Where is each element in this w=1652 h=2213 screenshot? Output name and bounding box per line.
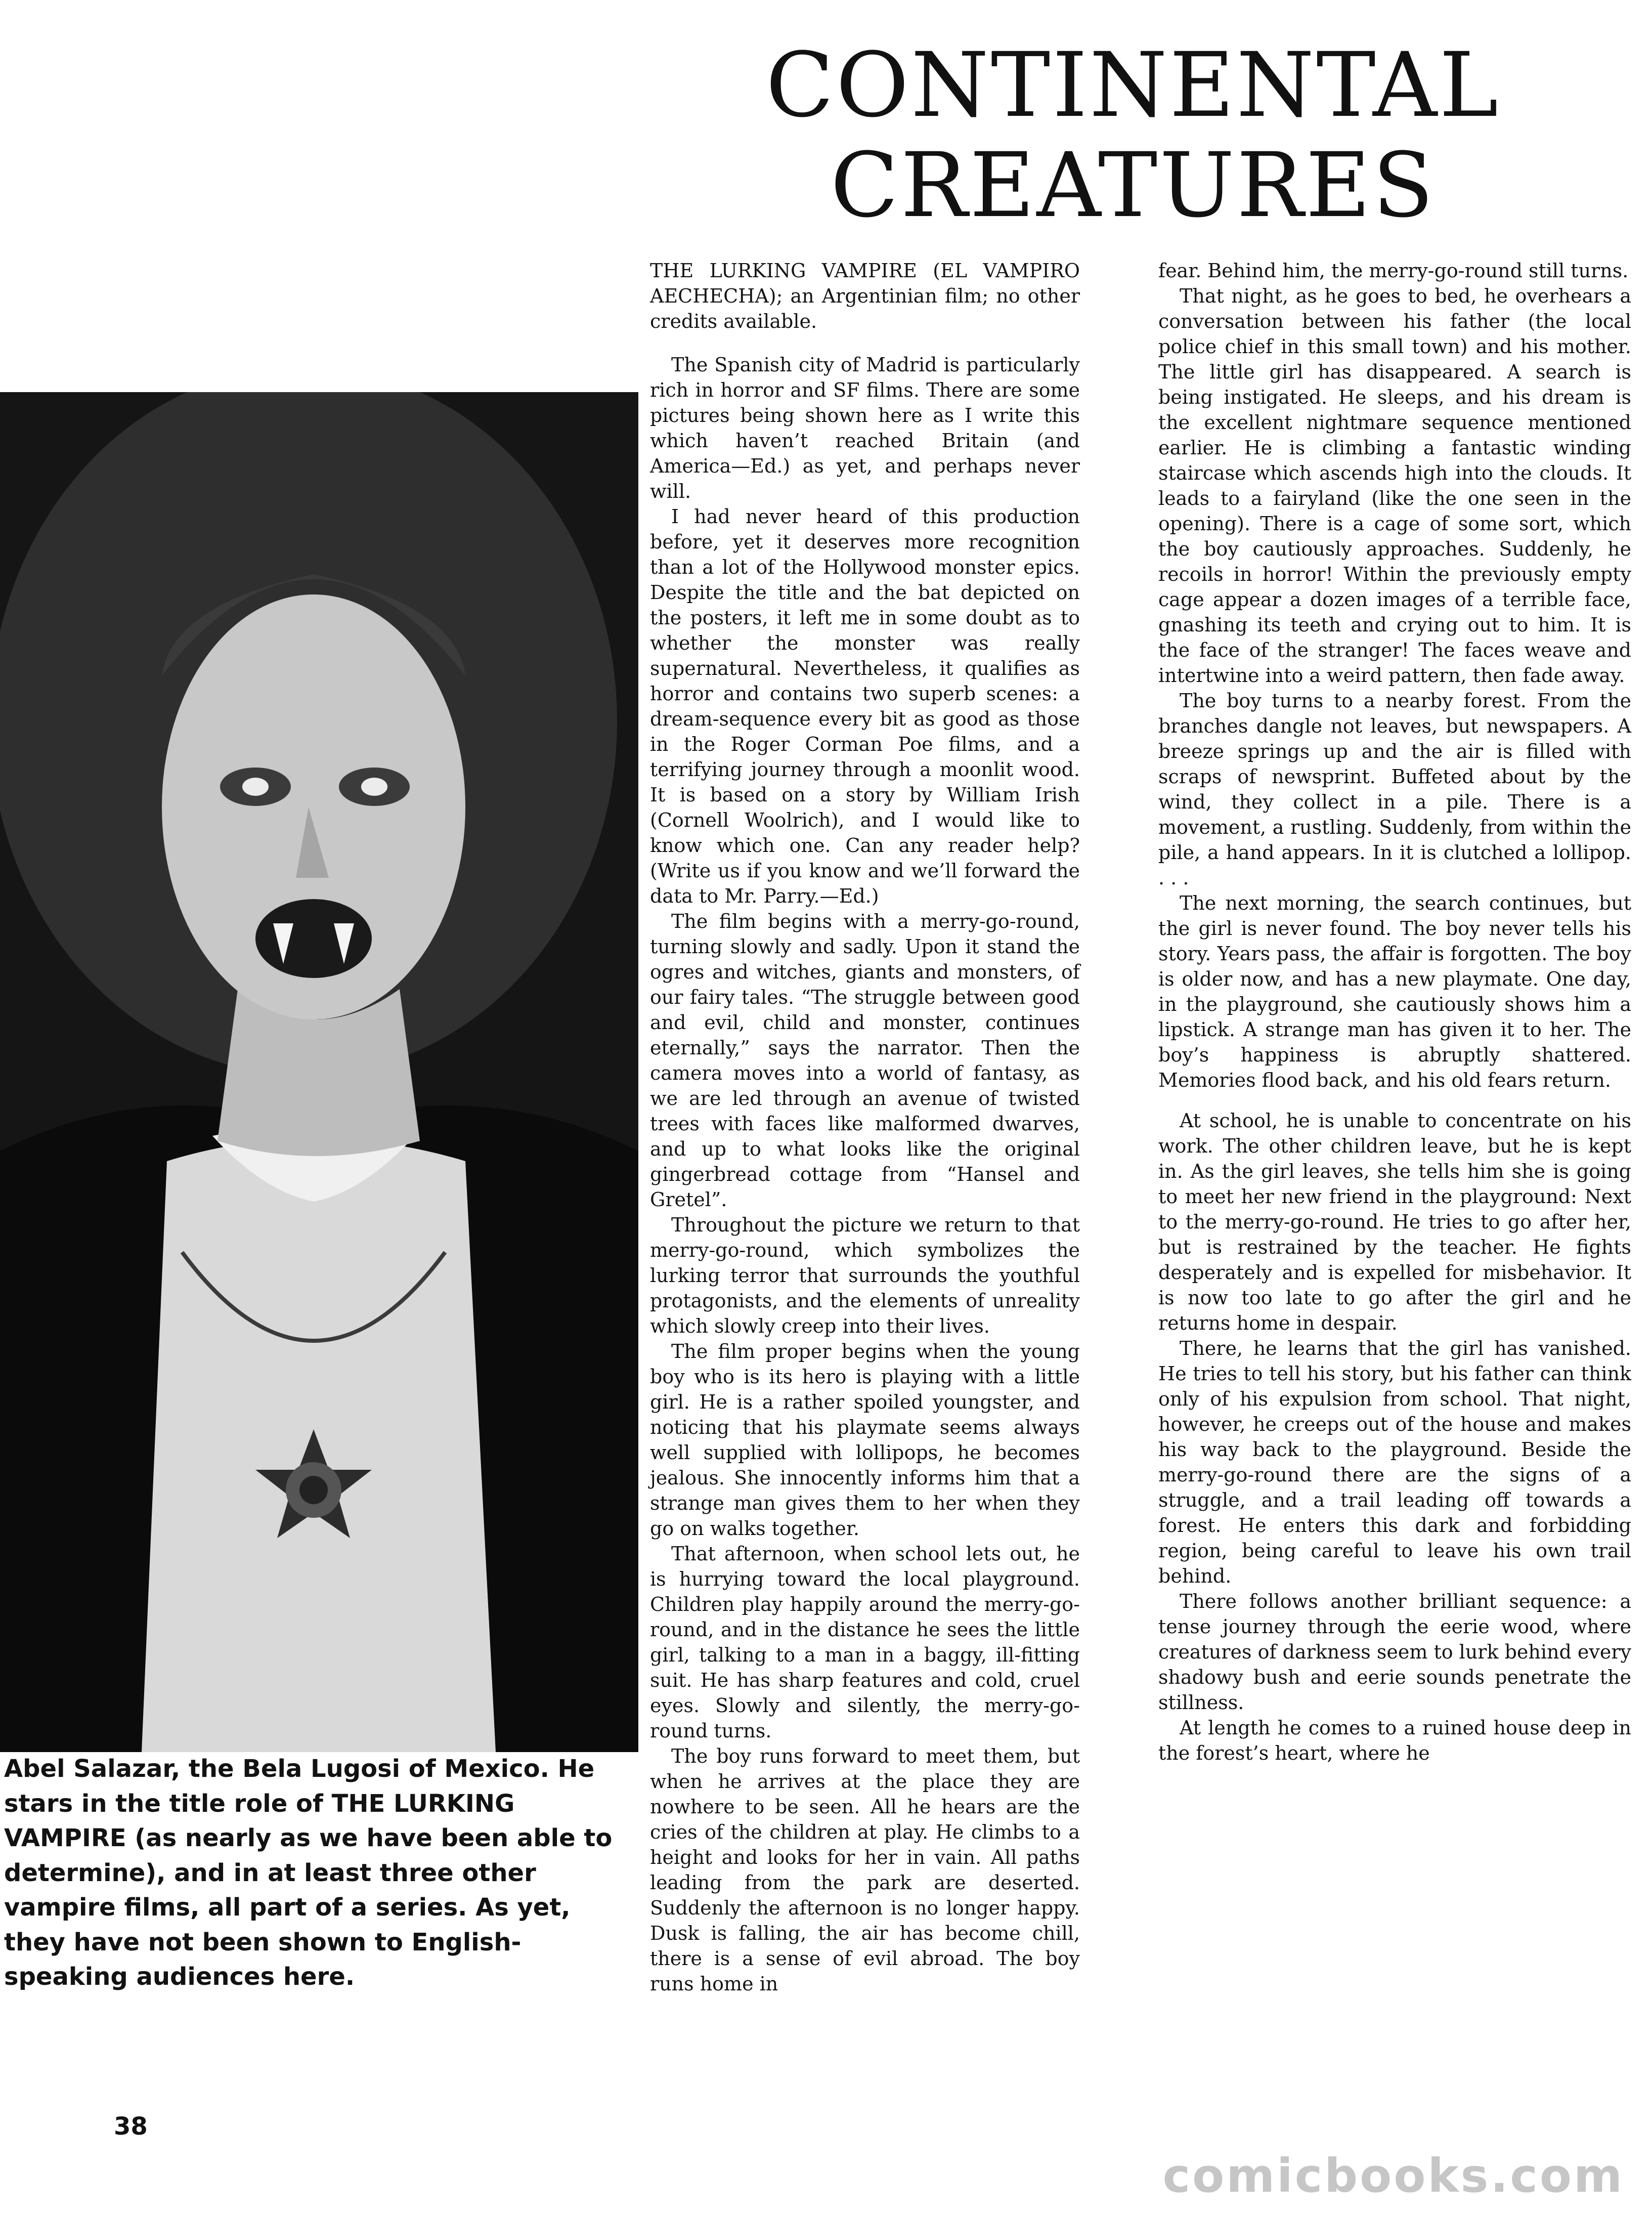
article-paragraph: The next morning, the search continues, but the girl is never found. The boy never tells his story. Years pass, the affair is forgotten. The boy is older now, and has a new playmate. One day, in the playground, she cautiously shows him a lipstick. A strange man has given it to her. The boy’s happiness is abruptly shattered. Memories flood back, and his old fears return. [1158, 892, 1631, 1091]
article-title-line-1: CONTINENTAL [765, 33, 1501, 137]
article-paragraph: That night, as he goes to bed, he overhears a conversation between his father (the local police chief in this small town) and his mother. The little girl has disappeared. A search is being instigated. He sleeps, and his dream is the excellent nightmare sequence mentioned earlier. He is climbing a fantastic winding staircase which ascends high into the clouds. It leads to a fairyland (like the one seen in the opening). There is a cage of some sort, which the boy cautiously approaches. Suddenly, he recoils in horror! Within the previously empty cage appear a dozen images of a terrible face, gnashing its teeth and crying out to him. It is the face of the stranger! The faces weave and intertwine into a weird pattern, then fade away. [1158, 285, 1631, 687]
article-paragraph: The boy runs forward to meet them, but when he arrives at the place they are nowhere to be seen. All he hears are the cries of the children at play. He climbs to a height and looks for her in vain. All paths leading from the park are deserted. Suddenly the afternoon is no longer happy. Dusk is falling, the air has become chill, there is a sense of evil abroad. The boy runs home in [650, 1745, 1080, 1995]
article-title-line-2: CREATURES [830, 134, 1436, 237]
article-paragraph: fear. Behind him, the merry-go-round still turns. [1158, 260, 1629, 282]
article-paragraph: There follows another brilliant sequence: a tense journey through the eerie wood, where creatures of darkness seem to lurk behind every shadowy bush and eerie sounds penetrate the stillness. [1158, 1590, 1631, 1714]
article-column-1 [650, 258, 1080, 1996]
watermark: comicbooks.com [1162, 2149, 1624, 2203]
article-paragraph: The Spanish city of Madrid is particularly rich in horror and SF films. There are some pictures being shown here as I write this which haven’t reached Britain (and America—Ed.) as yet, and perhaps never will. [650, 354, 1080, 502]
article-column-2 [1158, 258, 1631, 1766]
article-title [723, 35, 1543, 236]
article-paragraph: At length he comes to a ruined house deep in the forest’s heart, where he [1158, 1717, 1631, 1764]
article-paragraph: The film begins with a merry-go-round, turning slowly and sadly. Upon it stand the ogres and witches, giants and monsters, of our fairy tales. “The struggle between good and evil, child and monster, continues eternally,” says the narrator. Then the camera moves into a world of fantasy, as we are led through an avenue of twisted trees with faces like malformed dwarves, and up to what looks like the original gingerbread cottage from “Hansel and Gretel”. [650, 910, 1080, 1211]
article-paragraph: At school, he is unable to concentrate on his work. The other children leave, but he is kept in. As the girl leaves, she tells him she is going to meet her new friend in the playground: Next to the merry-go-round. He tries to go after her, but is restrained by the teacher. He fights desperately and is expelled for misbehavior. It is now too late to go after the girl and he returns home in despair. [1158, 1110, 1631, 1334]
photo-caption: Abel Salazar, the Bela Lugosi of Mexico. He stars in the title role of THE LURKING VAMPIRE (as nearly as we have been able to determine), and in at least three other vampire films, all part of a series. As yet, they have not been shown to English-speaking audiences here. [4, 1755, 613, 1991]
article-paragraph: There, he learns that the girl has vanished. He tries to tell his story, but his father can think only of his expulsion from school. That night, however, he creeps out of the house and makes his way back to the playground. Beside the merry-go-round there are the signs of a struggle, and a trail leading off towards a forest. He enters this dark and forbidding region, being careful to leave his own trail behind. [1158, 1337, 1631, 1587]
film-credits: THE LURKING VAMPIRE (EL VAMPIRO AECHECHA); an Argentinian film; no other credits available. [650, 260, 1080, 332]
article-paragraph: That afternoon, when school lets out, he is hurrying toward the local playground. Children play happily around the merry-go-round, and in the distance he sees the little girl, talking to a man in a baggy, ill-fitting suit. He has sharp features and cold, cruel eyes. Slowly and silently, the merry-go-round turns. [650, 1543, 1080, 1742]
article-paragraph: The boy turns to a nearby forest. From the branches dangle not leaves, but newspapers. A breeze springs up and the air is filled with scraps of newsprint. Buffeted about by the wind, they collect in a pile. There is a movement, a rustling. Suddenly, from within the pile, a hand appears. In it is clutched a lollipop. . . . [1158, 690, 1631, 889]
article-paragraph: The film proper begins when the young boy who is its hero is playing with a little girl. He is a rather spoiled youngster, and noticing that his playmate seems always well supplied with lollipops, he becomes jealous. She innocently informs him that a strange man gives them to her when they go on walks together. [650, 1340, 1080, 1540]
vampire-photo [0, 392, 638, 1752]
article-paragraph: I had never heard of this production before, yet it deserves more recognition than a lot of the Hollywood monster epics. Despite the title and the bat depicted on the posters, it left me in some doubt as to whether the monster was really supernatural. Nevertheless, it qualifies as horror and contains two superb scenes: a dream-sequence every bit as good as those in the Roger Corman Poe films, and a terrifying journey through a moonlit wood. It is based on a story by William Irish (Cornell Woolrich), and I would like to know which one. Can any reader help? (Write us if you know and we’ll forward the data to Mr. Parry.—Ed.) [650, 505, 1080, 907]
page-number: 38 [114, 2112, 148, 2141]
article-paragraph: Throughout the picture we return to that merry-go-round, which symbolizes the lurking terror that surrounds the youthful protagonists, and the elements of unreality which slowly creep into their lives. [650, 1214, 1080, 1337]
